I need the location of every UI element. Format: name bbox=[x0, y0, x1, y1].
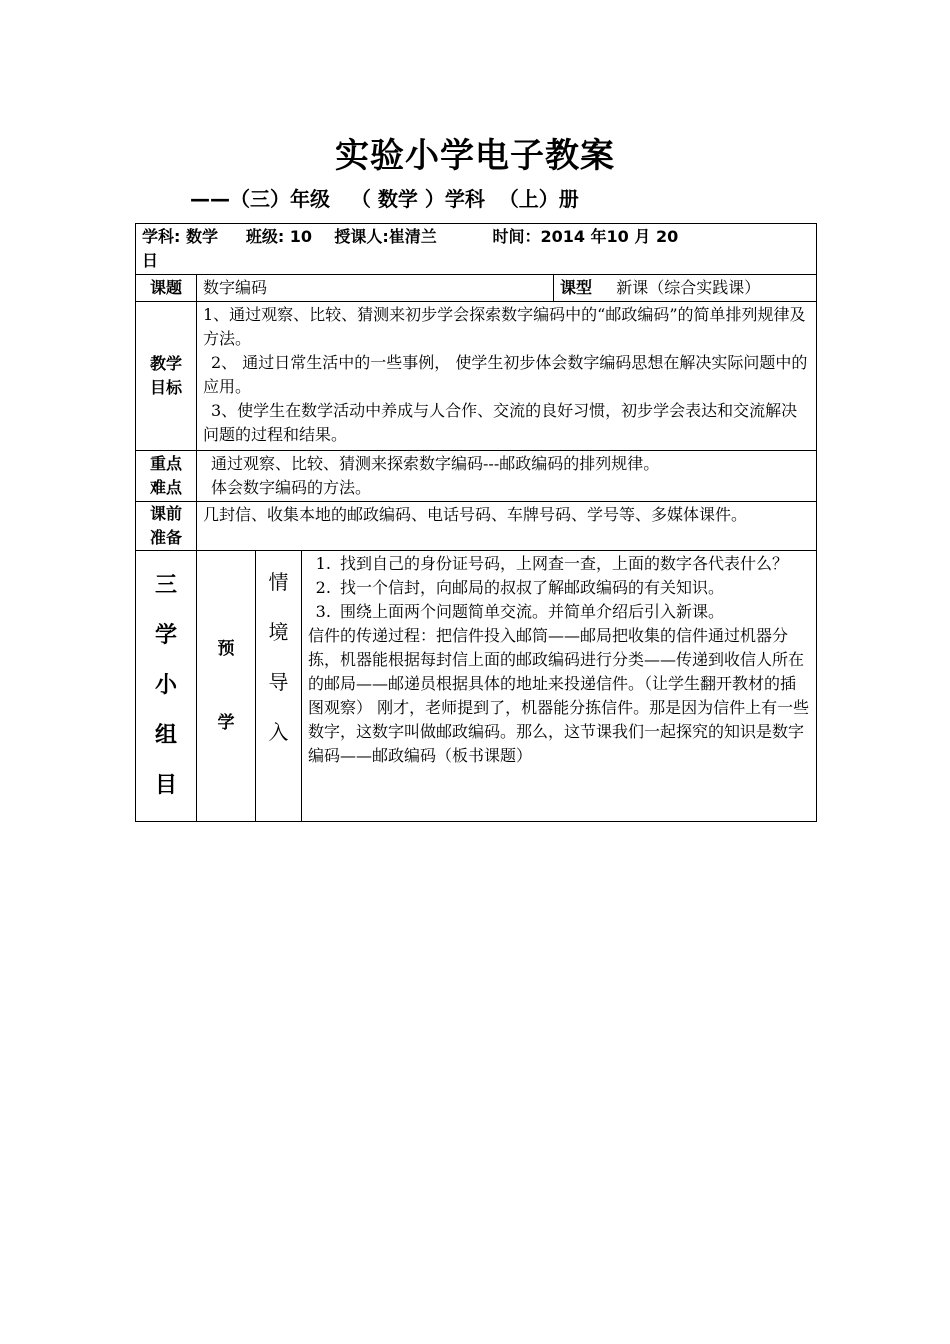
group-study-char: 三 bbox=[154, 573, 177, 598]
goals-row bbox=[136, 302, 817, 451]
group-study-char: 组 bbox=[154, 723, 177, 748]
scenario-intro-char: 情 bbox=[268, 570, 289, 594]
meta-line-1: 学科: 数学 班级: 10 授课人:崔清兰 时间：2014 年10 月 20 bbox=[142, 227, 679, 246]
process-step: 1. 找到自己的身份证号码，上网查一查，上面的数字各代表什么？ bbox=[336, 552, 810, 576]
prep-label-line-1: 课前 bbox=[149, 504, 182, 523]
process-step: 2. 找一个信封，向邮局的叔叔了解邮政编码的有关知识。 bbox=[336, 576, 810, 600]
prep-row bbox=[136, 502, 817, 551]
group-study-char: 目 bbox=[154, 773, 177, 798]
scenario-intro-char: 境 bbox=[268, 620, 289, 644]
key-points-label-line-1: 重点 bbox=[149, 454, 182, 473]
key-points-label bbox=[136, 451, 197, 502]
goal-item-2: 2、 通过日常生活中的一些事例， 使学生初步体会数字编码思想在解决实际问题中的应用。 bbox=[203, 353, 808, 396]
preview-char: 预 bbox=[217, 639, 235, 659]
goal-item-1: 1、通过观察、比较、猜测来初步学会探索数字编码中的“邮政编码”的简单排列规律及方法。 bbox=[203, 305, 806, 348]
preview-label bbox=[197, 551, 256, 822]
prep-content: 几封信、收集本地的邮政编码、电话号码、车牌号码、学号等、多媒体课件。 bbox=[197, 502, 817, 551]
preview-char: 学 bbox=[217, 713, 235, 733]
type-value: 新课（综合实践课） bbox=[616, 278, 761, 297]
process-steps bbox=[308, 552, 810, 624]
key-points-content bbox=[197, 451, 817, 502]
group-study-char: 小 bbox=[154, 673, 177, 698]
process-row bbox=[136, 551, 817, 822]
key-point-line-1: 通过观察、比较、猜测来探索数字编码---邮政编码的排列规律。 bbox=[211, 454, 660, 473]
scenario-intro-label bbox=[256, 551, 302, 822]
process-step: 3. 围绕上面两个问题简单交流。并简单介绍后引入新课。 bbox=[336, 600, 810, 624]
type-label: 课型 bbox=[560, 278, 593, 297]
topic-value: 数字编码 bbox=[197, 275, 554, 302]
goals-label-line-1: 教学 bbox=[149, 354, 182, 373]
process-content bbox=[302, 551, 817, 822]
meta-cell bbox=[136, 224, 817, 275]
document-subtitle: ——（三）年级 （ 数学 ）学科 （上）册 bbox=[190, 187, 579, 211]
meta-row bbox=[136, 224, 817, 275]
goal-item-3: 3、使学生在数学活动中养成与人合作、交流的良好习惯，初步学会表达和交流解决问题的过程和结果。 bbox=[203, 401, 798, 444]
key-point-line-2: 体会数字编码的方法。 bbox=[211, 478, 372, 497]
key-points-label-line-2: 难点 bbox=[149, 478, 182, 497]
lesson-plan-table bbox=[135, 223, 817, 822]
topic-row bbox=[136, 275, 817, 302]
process-paragraph: 信件的传递过程：把信件投入邮筒——邮局把收集的信件通过机器分拣，机器能根据每封信上面的邮政编码进行分类——传递到收信人所在的邮局——邮递员根据具体的地址来投递信件。（让学生翻开教材的插图观察） 刚才，老师提到了，机器能分拣信件。那是因为信件上有一些数字，这数字叫做邮政编码。那么，这节课我们一起探究的知识是数字编码——邮政编码（板书课题） bbox=[308, 626, 810, 765]
goals-content bbox=[197, 302, 817, 451]
meta-line-2: 日 bbox=[142, 251, 159, 270]
goals-label bbox=[136, 302, 197, 451]
goals-label-line-2: 目标 bbox=[149, 378, 182, 397]
document-title: 实验小学电子教案 bbox=[335, 136, 615, 176]
key-points-row bbox=[136, 451, 817, 502]
prep-label bbox=[136, 502, 197, 551]
group-study-label bbox=[136, 551, 197, 822]
topic-label: 课题 bbox=[136, 275, 197, 302]
group-study-char: 学 bbox=[154, 623, 177, 648]
prep-label-line-2: 准备 bbox=[149, 528, 182, 547]
type-cell bbox=[554, 275, 817, 302]
scenario-intro-char: 导 bbox=[268, 670, 289, 694]
scenario-intro-char: 入 bbox=[268, 720, 289, 744]
